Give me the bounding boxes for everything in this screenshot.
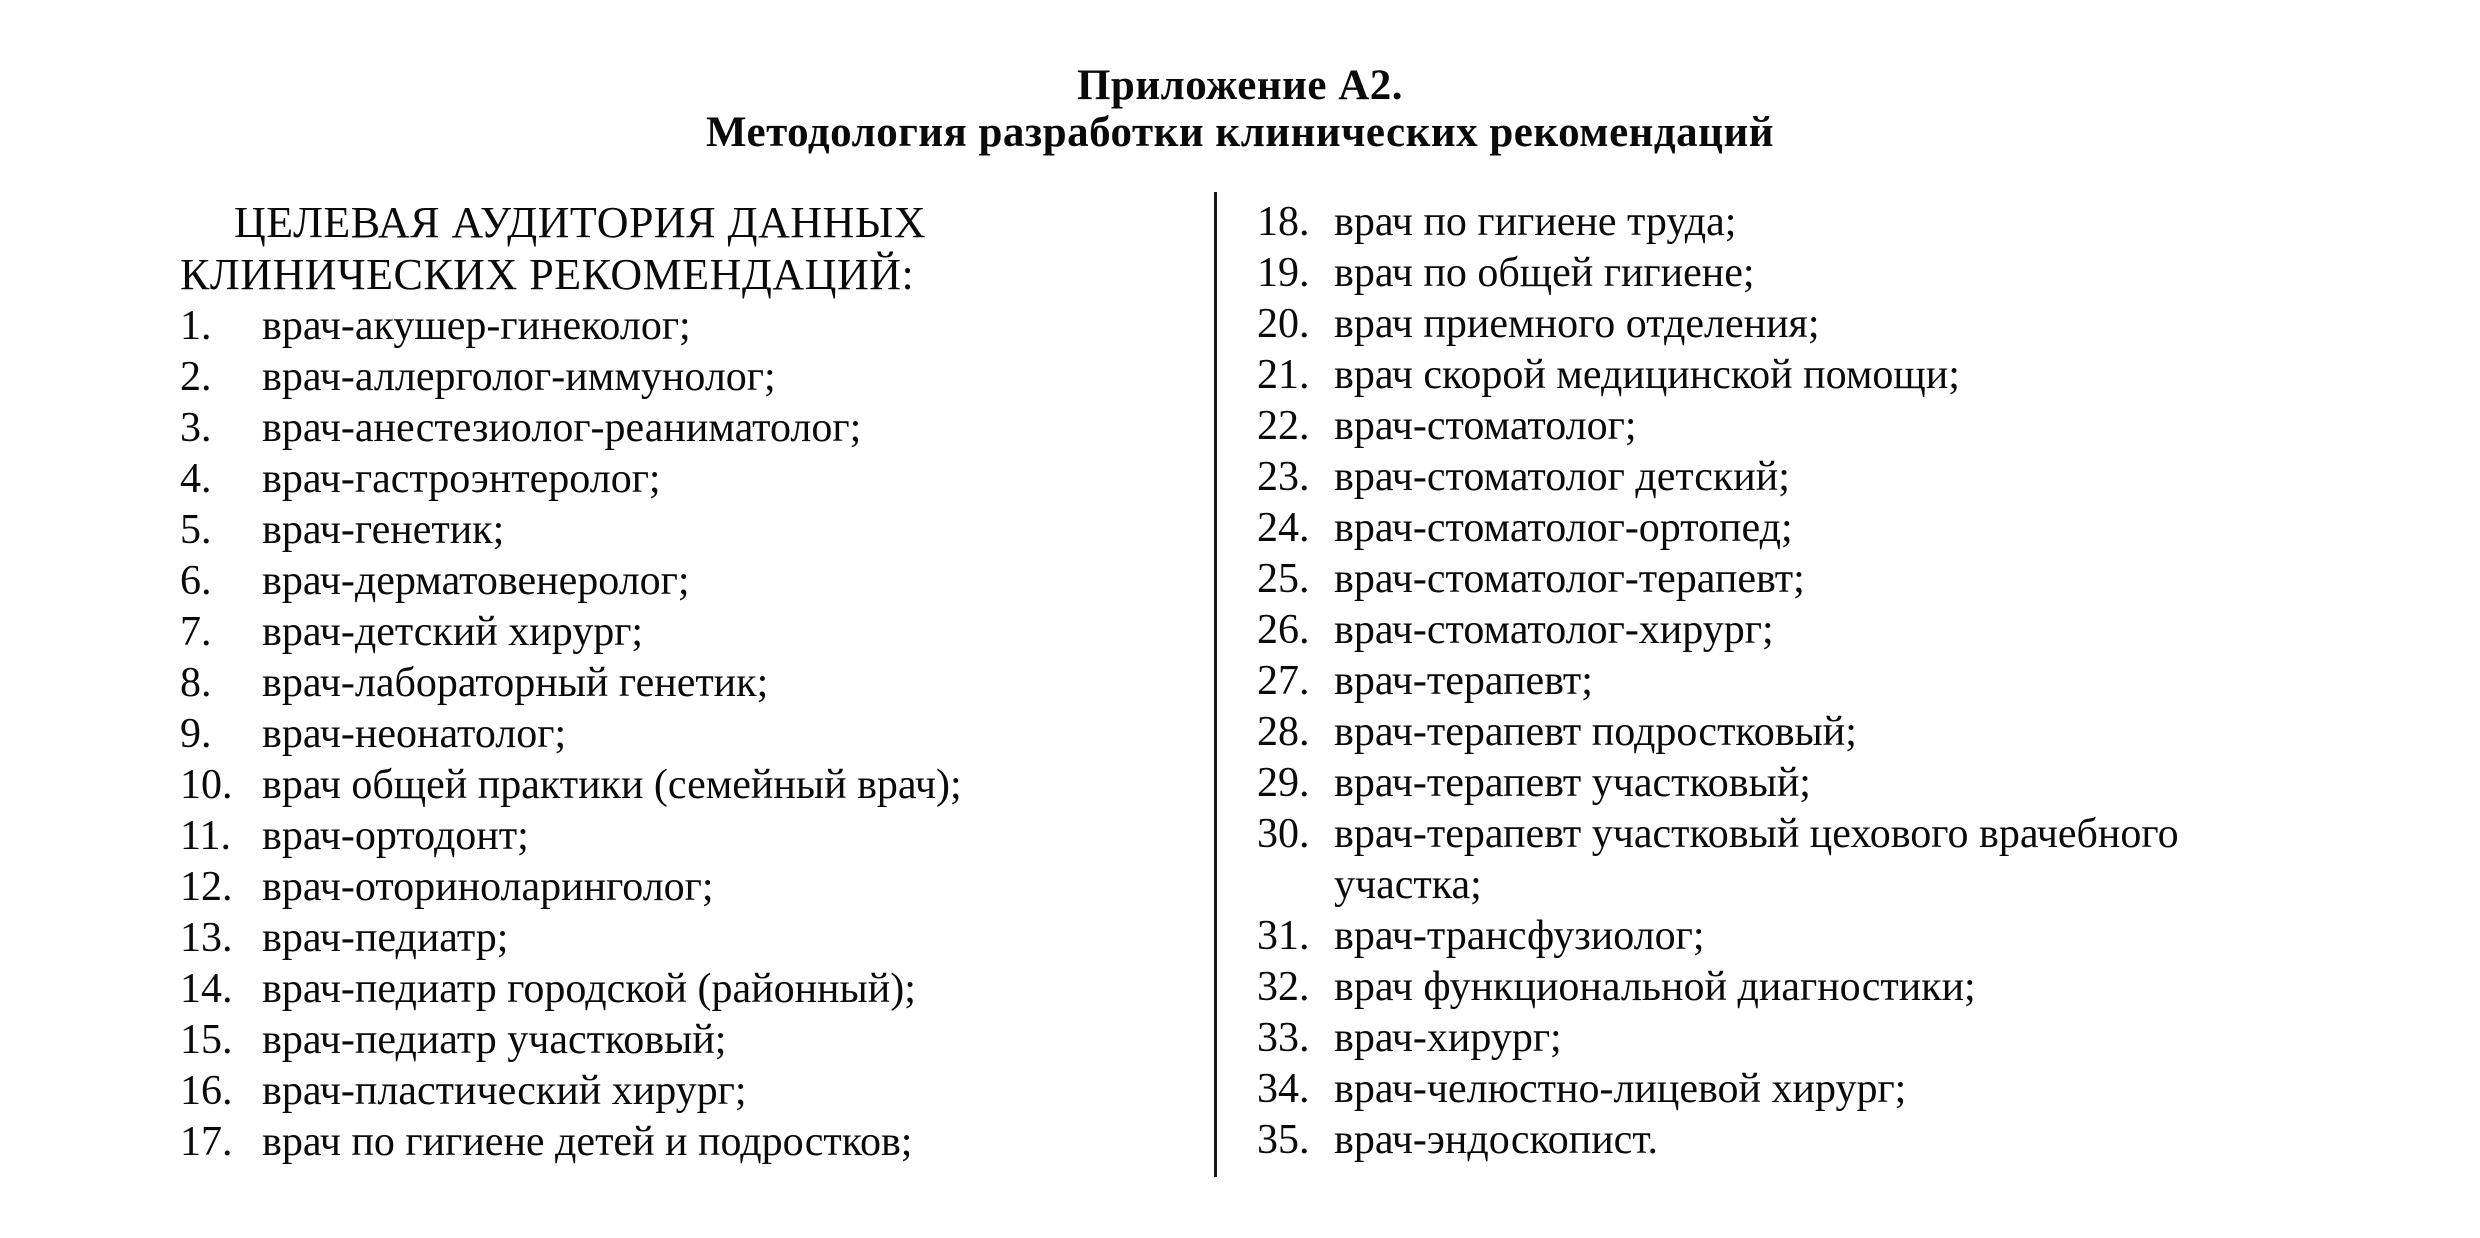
list-item bbox=[1257, 299, 2287, 350]
list-item bbox=[180, 913, 1170, 964]
item-text: врач-терапевт подростковый; bbox=[1334, 709, 1857, 755]
item-number: 10. bbox=[180, 762, 233, 808]
item-number: 32. bbox=[1257, 964, 1310, 1010]
list-item bbox=[180, 454, 1170, 505]
list-item bbox=[1257, 197, 2287, 248]
item-text: врач-терапевт участковый; bbox=[1334, 760, 1811, 806]
list-item bbox=[1257, 1013, 2287, 1064]
specialty-list-items-1-17 bbox=[180, 301, 1170, 1168]
item-text: врач-челюстно-лицевой хирург; bbox=[1334, 1066, 1907, 1112]
list-item bbox=[1257, 452, 2287, 503]
list-item bbox=[1257, 809, 2287, 911]
item-text: врач-неонатолог; bbox=[262, 711, 567, 757]
item-text: врач-дерматовенеролог; bbox=[262, 558, 690, 604]
item-text: врач-терапевт участковый цехового врачебного участка; bbox=[1334, 811, 2179, 908]
item-number: 35. bbox=[1257, 1117, 1310, 1163]
item-text: врач-анестезиолог-реаниматолог; bbox=[262, 405, 862, 451]
item-text: врач-педиатр участковый; bbox=[262, 1017, 727, 1063]
item-number: 18. bbox=[1257, 199, 1310, 245]
item-number: 7. bbox=[180, 609, 212, 655]
list-item bbox=[180, 505, 1170, 556]
item-text: врач по гигиене детей и подростков; bbox=[262, 1119, 913, 1165]
list-item bbox=[1257, 401, 2287, 452]
list-item bbox=[180, 760, 1170, 811]
list-item bbox=[180, 862, 1170, 913]
item-number: 19. bbox=[1257, 250, 1310, 296]
heading-line-1: ЦЕЛЕВАЯ АУДИТОРИЯ ДАННЫХ bbox=[234, 198, 927, 247]
list-item bbox=[180, 1117, 1170, 1168]
item-text: врач-трансфузиолог; bbox=[1334, 913, 1705, 959]
item-text: врач-терапевт; bbox=[1334, 658, 1593, 704]
item-number: 15. bbox=[180, 1017, 233, 1063]
list-item bbox=[180, 556, 1170, 607]
list-item bbox=[1257, 554, 2287, 605]
heading-line-2: КЛИНИЧЕСКИХ РЕКОМЕНДАЦИЙ: bbox=[180, 250, 915, 299]
item-number: 33. bbox=[1257, 1015, 1310, 1061]
list-item bbox=[1257, 605, 2287, 656]
item-number: 2. bbox=[180, 354, 212, 400]
item-number: 28. bbox=[1257, 709, 1310, 755]
item-number: 26. bbox=[1257, 607, 1310, 653]
item-number: 3. bbox=[180, 405, 212, 451]
item-text: врач-генетик; bbox=[262, 507, 505, 553]
item-number: 9. bbox=[180, 711, 212, 757]
item-text: врач-пластический хирург; bbox=[262, 1068, 747, 1114]
item-text: врач-ортодонт; bbox=[262, 813, 529, 859]
item-text: врач-стоматолог-ортопед; bbox=[1334, 505, 1793, 551]
specialty-list-items-18-35 bbox=[1257, 197, 2287, 1166]
item-number: 12. bbox=[180, 864, 233, 910]
item-number: 8. bbox=[180, 660, 212, 706]
item-number: 1. bbox=[180, 303, 212, 349]
item-number: 27. bbox=[1257, 658, 1310, 704]
list-item bbox=[1257, 1064, 2287, 1115]
item-text: врач скорой медицинской помощи; bbox=[1334, 352, 1960, 398]
list-item bbox=[180, 658, 1170, 709]
item-number: 22. bbox=[1257, 403, 1310, 449]
item-number: 31. bbox=[1257, 913, 1310, 959]
item-text: врач-хирург; bbox=[1334, 1015, 1562, 1061]
list-item bbox=[1257, 1115, 2287, 1166]
right-column bbox=[1257, 197, 2287, 1166]
item-text: врач общей практики (семейный врач); bbox=[262, 762, 962, 808]
list-item bbox=[1257, 962, 2287, 1013]
list-item bbox=[1257, 911, 2287, 962]
item-text: врач-детский хирург; bbox=[262, 609, 644, 655]
item-number: 25. bbox=[1257, 556, 1310, 602]
item-text: врач-гастроэнтеролог; bbox=[262, 456, 661, 502]
item-text: врач-стоматолог-хирург; bbox=[1334, 607, 1774, 653]
list-item bbox=[180, 1015, 1170, 1066]
list-item bbox=[180, 607, 1170, 658]
item-number: 11. bbox=[180, 813, 231, 859]
item-text: врач функциональной диагностики; bbox=[1334, 964, 1976, 1010]
item-text: врач-стоматолог; bbox=[1334, 403, 1637, 449]
list-item bbox=[1257, 503, 2287, 554]
section-heading bbox=[180, 197, 1170, 301]
left-column bbox=[180, 197, 1170, 1168]
item-text: врач-стоматолог-терапевт; bbox=[1334, 556, 1805, 602]
item-number: 34. bbox=[1257, 1066, 1310, 1112]
list-item bbox=[1257, 758, 2287, 809]
column-divider bbox=[1214, 192, 1217, 1177]
item-number: 5. bbox=[180, 507, 212, 553]
item-text: врач-педиатр городской (районный); bbox=[262, 966, 916, 1012]
list-item bbox=[180, 301, 1170, 352]
item-text: врач-аллерголог-иммунолог; bbox=[262, 354, 776, 400]
item-number: 4. bbox=[180, 456, 212, 502]
title-line-2: Методология разработки клинических рекомендаций bbox=[705, 109, 1775, 156]
item-text: врач по общей гигиене; bbox=[1334, 250, 1755, 296]
list-item bbox=[180, 352, 1170, 403]
item-text: врач-стоматолог детский; bbox=[1334, 454, 1790, 500]
title-line-1: Приложение А2. bbox=[1076, 62, 1404, 109]
item-number: 17. bbox=[180, 1119, 233, 1165]
item-number: 21. bbox=[1257, 352, 1310, 398]
item-number: 30. bbox=[1257, 811, 1310, 857]
item-number: 20. bbox=[1257, 301, 1310, 347]
item-number: 24. bbox=[1257, 505, 1310, 551]
item-text: врач-педиатр; bbox=[262, 915, 509, 961]
item-text: врач приемного отделения; bbox=[1334, 301, 1820, 347]
item-number: 29. bbox=[1257, 760, 1310, 806]
item-number: 6. bbox=[180, 558, 212, 604]
item-number: 16. bbox=[180, 1068, 233, 1114]
list-item bbox=[1257, 707, 2287, 758]
page-title bbox=[0, 62, 2480, 156]
item-text: врач-лабораторный генетик; bbox=[262, 660, 769, 706]
list-item bbox=[180, 811, 1170, 862]
item-text: врач по гигиене труда; bbox=[1334, 199, 1737, 245]
list-item bbox=[1257, 656, 2287, 707]
list-item bbox=[1257, 248, 2287, 299]
list-item bbox=[180, 709, 1170, 760]
list-item bbox=[1257, 350, 2287, 401]
item-text: врач-акушер-гинеколог; bbox=[262, 303, 691, 349]
item-text: врач-оториноларинголог; bbox=[262, 864, 714, 910]
list-item bbox=[180, 403, 1170, 454]
item-number: 14. bbox=[180, 966, 233, 1012]
item-text: врач-эндоскопист. bbox=[1334, 1117, 1659, 1163]
item-number: 23. bbox=[1257, 454, 1310, 500]
list-item bbox=[180, 964, 1170, 1015]
item-number: 13. bbox=[180, 915, 233, 961]
list-item bbox=[180, 1066, 1170, 1117]
